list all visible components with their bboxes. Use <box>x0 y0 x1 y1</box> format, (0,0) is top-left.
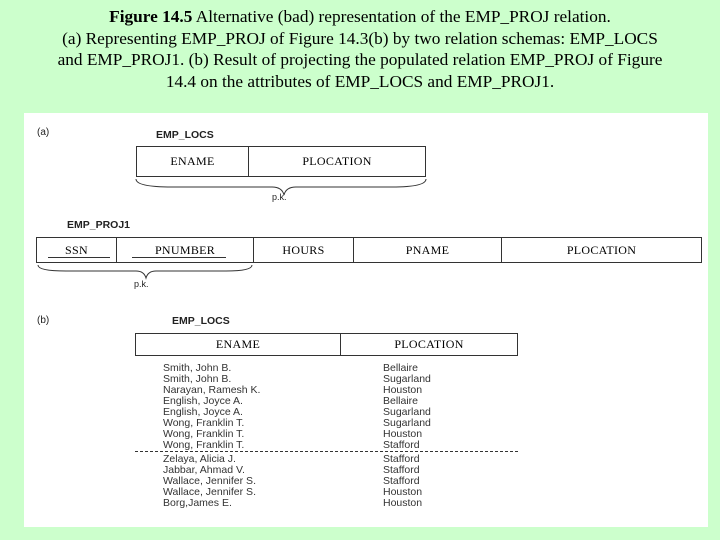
table-row <box>24 465 708 476</box>
cell-ename: Wong, Franklin T. <box>163 439 245 451</box>
cell-ename: Narayan, Ramesh K. <box>163 384 261 396</box>
emp-locs-instance-title: EMP_LOCS <box>172 315 230 327</box>
cell-ename: Wong, Franklin T. <box>163 428 245 440</box>
instance-col-plocation: PLOCATION <box>394 337 464 351</box>
instance-col-ename: ENAME <box>215 337 261 351</box>
cell-ename: Wallace, Jennifer S. <box>163 486 256 498</box>
table-row <box>24 385 708 396</box>
emp-proj1-col-pname: PNAME <box>405 242 450 257</box>
emp-proj1-col-plocation: PLOCATION <box>566 242 637 257</box>
cell-ename: Jabbar, Ahmad V. <box>163 464 245 476</box>
cell-ename: English, Joyce A. <box>163 406 243 418</box>
table-row <box>24 363 708 374</box>
part-a-label: (a) <box>37 127 50 138</box>
emp-proj1-col-pnumber: PNUMBER <box>154 242 216 257</box>
table-row <box>24 440 708 451</box>
cell-plocation: Houston <box>383 384 423 396</box>
cell-plocation: Houston <box>383 428 423 440</box>
cell-ename: Zelaya, Alicia J. <box>163 453 236 465</box>
cell-plocation: Houston <box>383 497 423 509</box>
table-row <box>24 374 708 385</box>
cell-plocation: Stafford <box>383 439 420 451</box>
emp-locs-schema-table <box>136 146 426 177</box>
caption-line1: Alternative (bad) representation of the EMP_PROJ relation. <box>192 7 611 26</box>
caption-line3: and EMP_PROJ1. (b) Result of projecting the populated relation EMP_PROJ of Figure <box>57 50 663 69</box>
cell-plocation: Sugarland <box>383 373 431 385</box>
emp-proj1-col-hours: HOURS <box>282 242 325 257</box>
table-row <box>24 396 708 407</box>
cell-plocation: Stafford <box>383 453 420 465</box>
table-row <box>24 487 708 498</box>
cell-ename: Borg,James E. <box>163 497 232 509</box>
cell-plocation: Bellaire <box>383 395 419 407</box>
emp-proj1-schema-title: EMP_PROJ1 <box>67 219 131 231</box>
table-row <box>24 418 708 429</box>
table-row <box>24 454 708 465</box>
emp-locs-pk-label: p.k. <box>272 192 287 202</box>
emp-locs-col-plocation: PLOCATION <box>302 154 372 168</box>
table-row <box>24 429 708 440</box>
cell-plocation: Stafford <box>383 475 420 487</box>
emp-locs-col-ename: ENAME <box>170 154 215 168</box>
cell-ename: Wallace, Jennifer S. <box>163 475 256 487</box>
table-row <box>24 498 708 509</box>
caption-line4: 14.4 on the attributes of EMP_LOCS and EMP_PROJ1. <box>165 71 555 91</box>
cell-ename: Smith, John B. <box>163 362 232 374</box>
pnumber-key-underline <box>132 257 226 258</box>
figure-number: Figure 14.5 <box>109 7 193 26</box>
cell-plocation: Stafford <box>383 464 420 476</box>
emp-proj1-schema-table <box>36 237 702 263</box>
emp-locs-schema-title: EMP_LOCS <box>156 129 214 141</box>
emp-proj1-col-ssn: SSN <box>65 242 88 257</box>
cell-ename: Smith, John B. <box>163 373 232 385</box>
cell-plocation: Bellaire <box>383 362 419 374</box>
figure-panel <box>24 113 708 527</box>
part-b-label: (b) <box>37 315 50 326</box>
table-row <box>24 476 708 487</box>
cell-plocation: Sugarland <box>383 406 431 418</box>
cell-ename: Wong, Franklin T. <box>163 417 245 429</box>
caption-line2: (a) Representing EMP_PROJ of Figure 14.3(b) by two relation schemas: EMP_LOCS <box>62 28 658 48</box>
cell-ename: English, Joyce A. <box>163 395 243 407</box>
emp-locs-instance-header <box>135 333 518 356</box>
figure-caption <box>0 6 720 92</box>
group-separator-dashed <box>135 451 518 452</box>
table-row <box>24 407 708 418</box>
cell-plocation: Houston <box>383 486 423 498</box>
emp-proj1-pk-label: p.k. <box>134 279 149 289</box>
cell-plocation: Sugarland <box>383 417 431 429</box>
ssn-key-underline <box>48 257 110 258</box>
